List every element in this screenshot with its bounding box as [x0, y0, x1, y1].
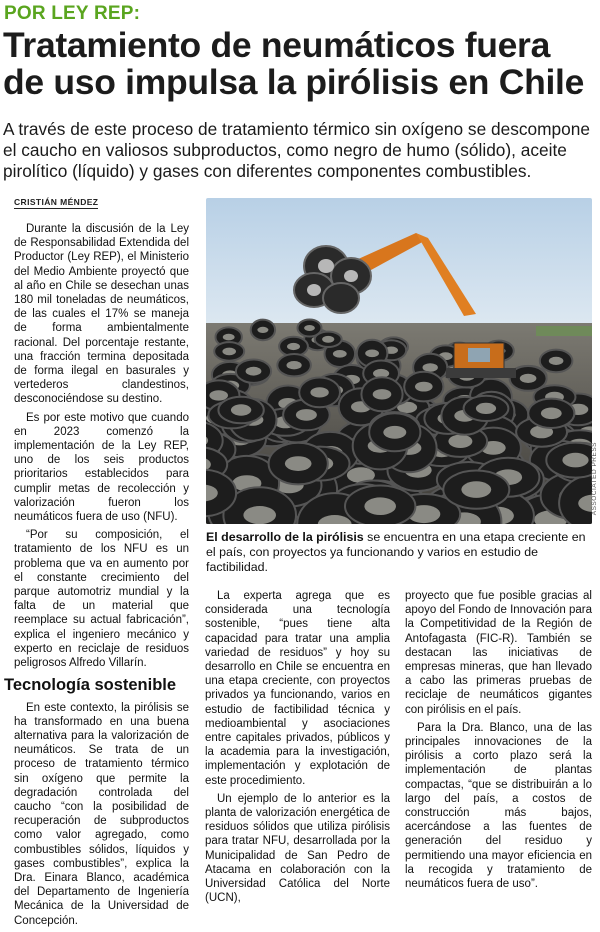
tire-hole [415, 382, 433, 392]
caption-lead: El desarrollo de la pirólisis [206, 530, 364, 544]
tire-hole [285, 456, 312, 471]
tire-hole [461, 481, 491, 498]
paragraph: Para la Dra. Blanco, una de las principales innovaciones de la pirólisis a corto plazo será la implementación de plantas compactas, “que se distribuirán a lo largo del país, a costos de construcción más bajos, acercándose a las fuentes de generación del residuo y permitiendo una mayor eficiencia en la recogida y tratamiento de neumáticos fuera de uso”. [405, 721, 592, 891]
tire-hole [209, 390, 228, 400]
caption-text: se encuentra en una etapa creciente en el país, con proyectos ya funcionando y varios en estudio de factibilidad. [206, 530, 586, 574]
tire-hole [423, 363, 438, 372]
paragraph: Es por este motivo que cuando en 2023 comenzó la implementación de la Ley REP, uno de los seis productos prioritarios establecidos para cumplir metas de recolección y valorización fueron los neumáticos fuera de uso (NFU). [14, 411, 189, 524]
tire-hole [476, 403, 496, 414]
tire-hole [383, 426, 406, 439]
tire-hole [365, 350, 379, 358]
tire-hole [364, 497, 396, 515]
tire-hole [222, 348, 236, 356]
tire-hole [287, 343, 300, 350]
tire-hole [257, 327, 268, 333]
tire-hole [373, 389, 392, 399]
paragraph: proyecto que fue posible gracias al apoyo del Fondo de Innovación para la Competitividad de la Región de Antofagasta (FIC-R). También se destacan las iniciativas de empresas mineras, que han llevado a cabo las primeras pruebas de reciclaje de neumáticos gigantes con pirólisis en el país. [405, 590, 592, 716]
tire-hole [287, 361, 302, 369]
article-deck: A través de este proceso de tratamiento térmico sin oxígeno se descompone el caucho en valiosos subproductos, como negro de humo (sólido), aceite pirolítico (líquido) y gases con diferentes componentes combustibles. [3, 119, 590, 181]
tire-hole [549, 357, 564, 365]
section-kicker: POR LEY REP: [4, 3, 141, 24]
tire-hole [246, 367, 262, 376]
subheading: Tecnología sostenible [4, 676, 177, 695]
tire-hole [296, 409, 317, 421]
tire-hole [231, 404, 251, 415]
tire-hole [322, 336, 334, 343]
tire-hole [310, 387, 328, 397]
tire-hole [333, 350, 347, 358]
article-column-1 [4, 222, 189, 932]
tire-hole [304, 325, 315, 331]
tire-hole [541, 408, 562, 420]
tire-hole [520, 374, 537, 383]
tire-hole [223, 334, 235, 341]
paragraph: La experta agrega que es considerada una tecnología sostenible, “pues tiene alta capacidad para tratar una amplia variedad de residuos” y hoy su desarrollo en Chile se encuentra en una etapa creciente, con proyectos privados ya funcionando, varios en estudio de factibilidad técnica y medioambiental y asociaciones entre capitales privados, públicos y la academia para la investigación, implementación y explotación de este procedimiento. [205, 590, 390, 787]
tire-pile-photo [206, 198, 592, 524]
photo-caption [206, 530, 592, 575]
tire-hole [448, 435, 472, 448]
paragraph: “Por su composición, el tratamiento de los NFU es un problema que va en aumento por el constante crecimiento del parque automotriz mundial y la falta de un material que reemplace su actual fabricación”, explica el ingeniero mecánico y experto en reciclaje de residuos peligrosos Alfredo Villarín. [14, 529, 189, 670]
author-byline: CRISTIÁN MÉNDEZ [14, 197, 99, 207]
article-headline: Tratamiento de neumáticos fuera de uso impulsa la pirólisis en Chile [3, 25, 585, 102]
tire-hole [562, 453, 588, 468]
tire-hole [243, 506, 276, 524]
paragraph: Durante la discusión de la Ley de Responsabilidad Extendida del Productor (Ley REP), el Ministerio del Medio Ambiente proyectó que al año en Chile se desechan unas 180 mil toneladas de neumáticos, de las cuales el 17% se maneja de forma ambientalmente racional. Del porcentaje restante, una fracción termina depositada de forma ilegal en basurales y vertederos clandestinos, desconociéndose su destino. [14, 223, 189, 406]
paragraph: Un ejemplo de lo anterior es la planta de valorización energética de residuos sólidos que utiliza pirólisis para tratar NFU, desarrollada por la Municipalidad de San Pedro de Atacama en colaboración con la Universidad Católica del Norte (UCN), [205, 792, 390, 905]
paragraph: En este contexto, la pirólisis se ha transformado en una buena alternativa para la valorización de neumáticos. Se trata de un proceso de tratamiento térmico sin oxígeno que permite la degradación controlada del caucho “con la posibilidad de recuperación de subproductos como valor agregado, como combustibles sólidos, líquidos y gases combustibles”, explica la Dra. Einara Blanco, académica del Departamento de Ingeniería Mecánica de la Universidad de Concepción. [14, 701, 189, 927]
photo-credit: ASSOCIATED PRESS [591, 442, 598, 516]
article-column-2 [205, 589, 390, 909]
article-column-3 [405, 589, 592, 895]
